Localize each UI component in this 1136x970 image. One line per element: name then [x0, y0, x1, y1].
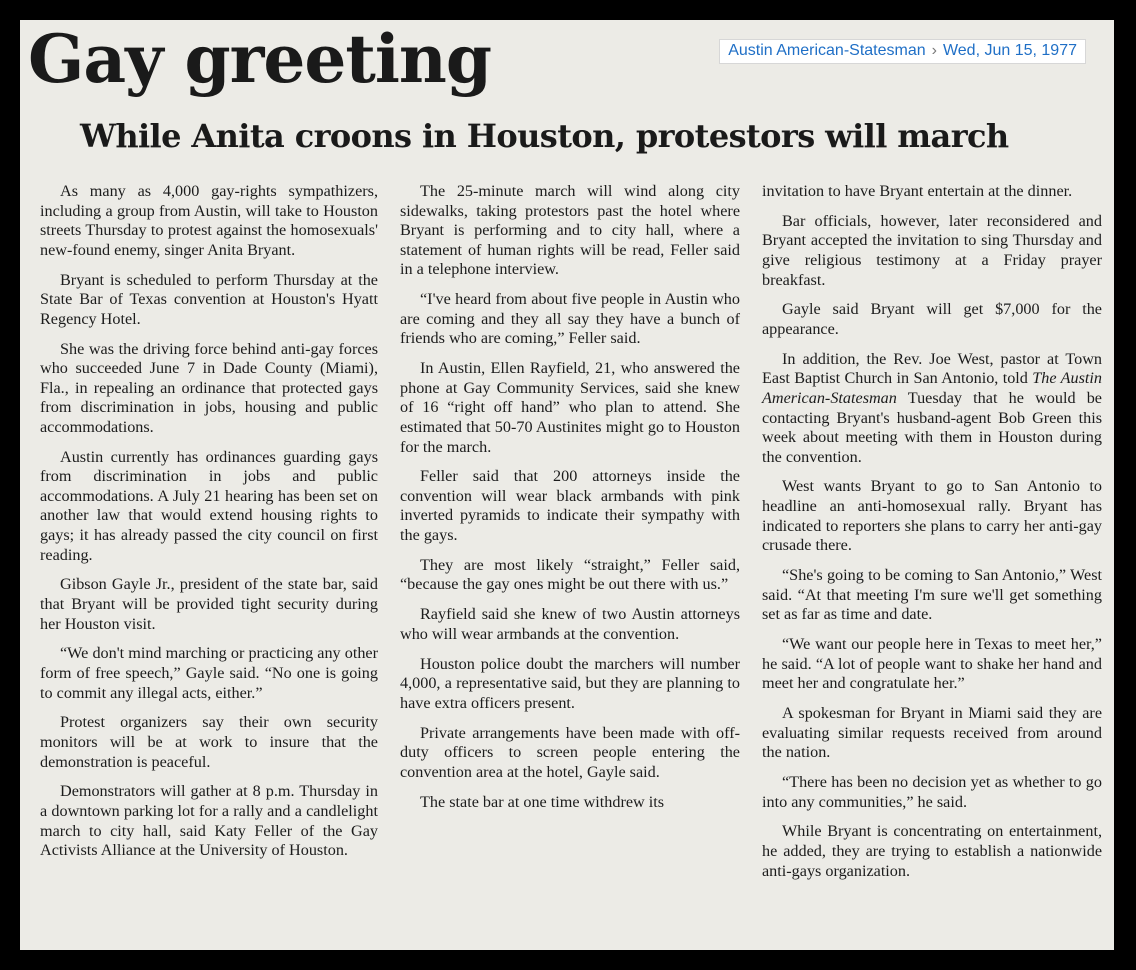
paragraph: While Bryant is concentrating on entertainment, he added, they are trying to establish a nationwide anti-gays organization.: [762, 822, 1102, 880]
paragraph: In Austin, Ellen Rayfield, 21, who answered the phone at Gay Community Services, said she knew of 16 “right off hand” who plan to attend. She estimated that 50-70 Austinites might go to Houston for the march.: [400, 359, 740, 456]
paragraph: Protest organizers say their own security monitors will be at work to insure that the demonstration is peaceful.: [40, 713, 378, 771]
paragraph-continued: invitation to have Bryant entertain at the dinner.: [762, 182, 1073, 200]
newspaper-title: The Austin American-Statesman: [762, 369, 1102, 407]
paragraph-text: Tuesday that he would be contacting Bryant's husband-agent Bob Green this week about meeting with them in Houston during the convention.: [762, 388, 1102, 466]
paragraph: “I've heard from about five people in Austin who are coming and they all say they have a bunch of friends who are coming,” Feller said.: [400, 290, 740, 348]
publication-name[interactable]: Austin American-Statesman: [728, 42, 926, 59]
paragraph: “There has been no decision yet as whether to go into any communities,” he said.: [762, 772, 1102, 811]
paragraph: “We want our people here in Texas to meet her,” he said. “A lot of people want to shake her hand and meet her and congratulate her.”: [762, 635, 1102, 693]
paragraph: They are most likely “straight,” Feller said, “because the gay ones might be out there with us.”: [400, 555, 740, 594]
paragraph: Bar officials, however, later reconsidered and Bryant accepted the invitation to sing Thursday and give religious testimony at a Friday prayer breakfast.: [762, 211, 1102, 289]
paragraph: The 25-minute march will wind along city sidewalks, taking protestors past the hotel where Bryant is performing and to city hall, where a statement of human rights will be read, Feller said in a telephone interview.: [400, 182, 740, 279]
paragraph: She was the driving force behind anti-gay forces who succeeded June 7 in Dade County (Miami), Fla., in repealing an ordinance that protected gays from discrimination in jobs, housing and public accommodations.: [40, 339, 378, 436]
paragraph: Gibson Gayle Jr., president of the state bar, said that Bryant will be provided tight security during her Houston visit.: [40, 575, 378, 633]
article-column-2: [400, 182, 740, 950]
article-column-1: [40, 182, 378, 950]
paragraph: Houston police doubt the marchers will number 4,000, a representative said, but they are planning to have extra officers present.: [400, 654, 740, 712]
source-badge[interactable]: [719, 39, 1086, 64]
paragraph: West wants Bryant to go to San Antonio to headline an anti-homosexual rally. Bryant has indicated to reporters she plans to carry her anti-gay crusade there.: [762, 477, 1102, 555]
paragraph: Gayle said Bryant will get $7,000 for the appearance.: [762, 300, 1102, 338]
paragraph-text: In addition, the Rev. Joe West, pastor at Town East Baptist Church in San Antonio, told: [762, 349, 1102, 388]
article-headline: Gay greeting: [28, 20, 492, 98]
publication-date[interactable]: Wed, Jun 15, 1977: [942, 42, 1077, 59]
paragraph: A spokesman for Bryant in Miami said they are evaluating similar requests received from around the nation.: [762, 703, 1102, 762]
paragraph: Rayfield said she knew of two Austin attorneys who will wear armbands at the convention.: [400, 605, 740, 643]
paragraph: “She's going to be coming to San Antonio,” West said. “At that meeting I'm sure we'll get something set as far as time and date.: [762, 566, 1102, 624]
paragraph: The state bar at one time withdrew its: [420, 792, 665, 811]
paragraph: Demonstrators will gather at 8 p.m. Thursday in a downtown parking lot for a rally and a candlelight march to city hall, said Katy Feller of the Gay Activists Alliance at the University of Houston.: [40, 782, 378, 860]
newspaper-clipping: [20, 20, 1114, 950]
paragraph: As many as 4,000 gay-rights sympathizers, including a group from Austin, will take to Houston streets Thursday to protest against the homosexuals' new-found enemy, singer Anita Bryant.: [40, 182, 378, 259]
paragraph: Bryant is scheduled to perform Thursday at the State Bar of Texas convention at Houston's Hyatt Regency Hotel.: [40, 270, 378, 328]
article-column-3: [762, 182, 1102, 950]
paragraph: [762, 350, 1102, 468]
paragraph: “We don't mind marching or practicing any other form of free speech,” Gayle said. “No one is going to commit any illegal acts, either.”: [40, 644, 378, 702]
article-subheadline: While Anita croons in Houston, protestors will march: [80, 117, 1009, 155]
paragraph: Feller said that 200 attorneys inside the convention will wear black armbands with pink inverted pyramids to indicate their sympathy with the gays.: [400, 467, 740, 545]
paragraph: Private arrangements have been made with off-duty officers to screen people entering the convention area at the hotel, Gayle said.: [400, 723, 740, 781]
paragraph: Austin currently has ordinances guarding gays from discrimination in jobs and public accommodations. A July 21 hearing has been set on another law that would extend housing rights to gays; it has already passed the city council on first reading.: [40, 447, 378, 564]
breadcrumb-separator-icon: ›: [931, 42, 937, 59]
